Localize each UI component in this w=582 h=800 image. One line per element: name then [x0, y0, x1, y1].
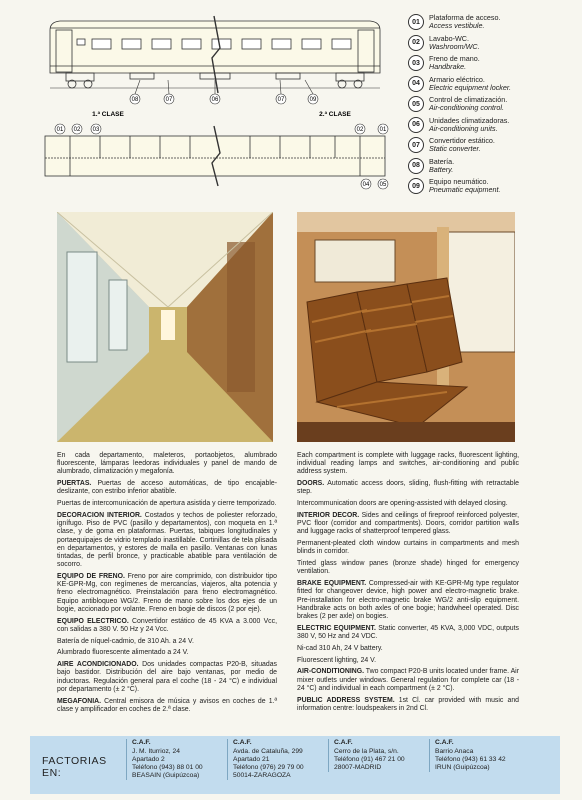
section-heading: AIRE ACONDICIONADO. — [57, 661, 139, 669]
english-brake — [297, 580, 519, 621]
legend-en: Washroom/WC. — [429, 41, 480, 51]
section-heading: BRAKE EQUIPMENT. — [297, 580, 367, 588]
legend — [408, 14, 578, 199]
plan-callout-label: 02 — [356, 127, 364, 133]
section-body: Static converter, 45 KVA, 3,000 VDC, outputs 380 V, 50 Hz and 24 VDC. — [297, 624, 519, 641]
section-body: Puertas de acceso automáticas, de tipo encajable-deslizante, con estribo inferior abatible. — [57, 480, 277, 496]
legend-es: Plataforma de acceso. — [429, 13, 501, 22]
legend-item — [408, 55, 578, 72]
section-body: Sides and ceilings of fireproof reinforced polyester, PVC floor (corridor and compartments). Doors, corridor partition walls and luggage racks of shatterproof tempered glass. — [297, 512, 519, 536]
spanish-aire — [57, 661, 277, 694]
legend-es: Armario eléctrico. — [429, 74, 485, 84]
section-body: 1st Cl. car provided with music and information centre: loudspeakers in 2nd Cl. — [297, 696, 519, 712]
spanish-mega — [57, 698, 277, 714]
section-body: Central emisora de música y avisos en coches de 1.ª clase y amplificador en coches de 2.ª clase. — [57, 697, 277, 713]
spanish-elec-3: Alumbrado fluorescente alimentado a 24 V. — [57, 649, 189, 657]
side-callout-label: 07 — [277, 97, 285, 103]
english-specs — [297, 452, 519, 717]
english-elec-2: Ni-cad 310 Ah, 24 V battery. — [297, 644, 383, 652]
legend-number: 01 — [408, 14, 424, 30]
factory-name: C.A.F. — [233, 739, 252, 746]
legend-item — [408, 178, 578, 195]
factory-address — [126, 739, 223, 780]
section-body: Freno por aire comprimido, con distribuidor tipo KE-GPR-Mg, con regímenes de mercancías, viajeros, alta potencia y freno electromagnético. Preinstalación para freno electromagnético. Equipo antibloqueo WG/2. Freno de mano sobre los dos ejes de un bogie, accionado por volante. Freno en bogie de discos (2 por eje). — [57, 573, 277, 613]
factory-line: Teléfono (943) 88 01 00 — [132, 764, 203, 771]
factories-footer — [30, 736, 560, 794]
legend-es: Equipo neumático. — [429, 177, 489, 186]
factory-name: C.A.F. — [132, 739, 151, 746]
factory-line: Cerro de la Plata, s/n. — [334, 748, 399, 755]
legend-en: Pneumatic equipment. — [429, 185, 501, 195]
factory-line: 28007-MADRID — [334, 764, 382, 771]
legend-number: 05 — [408, 96, 424, 112]
english-elec-3: Fluorescent lighting, 24 V. — [297, 656, 377, 664]
factory-line: IRUN (Guipúzcoa) — [435, 764, 490, 771]
section-heading: EQUIPO DE FRENO. — [57, 573, 125, 581]
factory-line: Avda. de Cataluña, 299 — [233, 748, 303, 755]
plan-callout-label: 04 — [362, 182, 370, 188]
section-body: Convertidor estático de 45 KVA a 3.000 Vcc, con salidas a 380 V. 50 Hz y 24 Vcc. — [57, 617, 277, 633]
english-air — [297, 668, 519, 693]
legend-item — [408, 14, 578, 31]
legend-item — [408, 76, 578, 93]
legend-es: Unidades climatizadoras. — [429, 115, 510, 125]
side-callout-label: 09 — [309, 97, 317, 103]
plan-callout-label: 02 — [73, 127, 81, 133]
legend-number: 09 — [408, 178, 424, 194]
section-body: Automatic access doors, sliding, flush-fitting with retractable step. — [297, 480, 519, 496]
factory-name: C.A.F. — [435, 739, 454, 746]
spanish-specs — [57, 452, 277, 718]
coach-diagram — [30, 8, 400, 198]
section-heading: PUBLIC ADDRESS SYSTEM. — [297, 696, 395, 704]
factory-name: C.A.F. — [334, 739, 353, 746]
section-heading: ELECTRIC EQUIPMENT. — [297, 624, 376, 632]
factory-line: Barrio Anaca — [435, 748, 474, 755]
legend-number: 06 — [408, 117, 424, 133]
floor-plan — [45, 126, 385, 186]
side-callout-label: 08 — [131, 97, 139, 103]
spanish-puertas-2: Puertas de intercomunicación de apertura asistida y cierre temporizado. — [57, 500, 277, 508]
legend-item — [408, 96, 578, 113]
factory-line: Teléfono (976) 29 79 00 — [233, 764, 304, 771]
side-callout-label: 07 — [165, 97, 173, 103]
english-elec — [297, 625, 519, 641]
factory-line: Teléfono (91) 467 21 00 — [334, 756, 405, 763]
legend-number: 04 — [408, 76, 424, 92]
legend-es: Freno de mano. — [429, 54, 480, 63]
legend-en: Battery. — [429, 164, 454, 174]
section-heading: PUERTAS. — [57, 480, 92, 488]
spanish-freno — [57, 573, 277, 614]
factory-line: Apartado 21 — [233, 756, 270, 763]
plan-callout-label: 01 — [56, 127, 64, 133]
english-decor — [297, 512, 519, 537]
section-heading: INTERIOR DECOR. — [297, 512, 360, 519]
factory-address — [227, 739, 324, 780]
english-intro: Each compartment is complete with luggage racks, fluorescent lighting, individual reading lamps and switches, air-conditioning and public address system. — [297, 452, 519, 476]
section-body: Costados y techos de poliester reforzado, ignífugo. Piso de PVC (pasillo y departamentos), con moqueta en 1.ª clase, y de goma en plataformas. Puertas, tabiques longitudinales y portaequipajes de vidrio templado inastillable. Cortinillas de tela plisada en departamentos, y estores de malla en pasillo. Ventanas con lunas tintadas, de perfil bronce, y practicable abatible para ventilación de socorro. — [57, 512, 277, 569]
section-body: Dos unidades compactas P20-B, situadas bajo bastidor. Distribución del aire bajo ventanas, por medio de inductoras. Regulación general para el coche (18 - 24 °C) e individual por departamento (± 2 °C). — [57, 661, 277, 693]
factory-line: J. M. Iturrioz, 24 — [132, 748, 180, 755]
legend-number: 02 — [408, 35, 424, 51]
legend-number: 08 — [408, 158, 424, 174]
legend-item — [408, 117, 578, 134]
section-heading: AIR-CONDITIONING. — [297, 668, 364, 676]
plan-callout-label: 03 — [92, 127, 100, 133]
spanish-decor — [57, 512, 277, 569]
legend-number: 07 — [408, 137, 424, 153]
legend-en: Handbrake. — [429, 62, 467, 72]
section-heading: EQUIPO ELECTRICO. — [57, 617, 129, 625]
english-doors — [297, 480, 519, 496]
section-heading: DECORACION INTERIOR. — [57, 512, 142, 519]
side-callouts — [130, 80, 318, 104]
plan-callout-label: 05 — [379, 182, 387, 188]
spanish-elec-2: Batería de níquel-cadmio, de 310 Ah. a 24 V. — [57, 637, 194, 645]
legend-es: Batería. — [429, 156, 455, 166]
section-body: Two compact P20-B units located under frame. Air mixer outlets under windows. General regulation for complete car (18 - 24 °C) and individual in each compartment (± 2 °C). — [297, 668, 519, 692]
plan-callout-label: 01 — [379, 127, 387, 133]
english-decor-3: Tinted glass window panes (bronze shade) hinged for emergency ventilation. — [297, 560, 519, 576]
legend-en: Electric equipment locker. — [429, 82, 512, 92]
factory-line: 50014-ZARAGOZA — [233, 772, 291, 779]
legend-es: Lavabo-WC. — [429, 33, 469, 43]
factories-label: FACTORIAS EN: — [42, 755, 107, 779]
english-decor-2: Permanent-pleated cloth window curtains in compartments and mesh blinds in corridor. — [297, 540, 519, 556]
section-body: Compressed-air with KE-GPR-Mg type regulator fitted for changeover device, high power and electro-magnetic brake. Pre-installation for electro-magnetic brake WG/2 anti-slip equipment. Handbrake acts on both axles of one bogie; handwheel operated. Disc brakes (2 per axle) on bogies. — [297, 580, 519, 621]
english-doors-2: Intercommunication doors are opening-assisted with delayed closing. — [297, 500, 508, 508]
factory-line: BEASAIN (Guipúzcoa) — [132, 772, 200, 779]
english-pa — [297, 697, 519, 713]
factory-line: Teléfono (943) 61 33 42 — [435, 756, 506, 763]
section-heading: MEGAFONIA. — [57, 697, 102, 705]
legend-es: Convertidor estático. — [429, 136, 495, 145]
legend-item — [408, 35, 578, 52]
legend-item — [408, 137, 578, 154]
spanish-puertas — [57, 480, 277, 496]
side-callout-label: 06 — [211, 97, 219, 103]
legend-es: Control de climatización. — [429, 95, 508, 104]
legend-en: Air-conditioning units. — [429, 123, 498, 133]
legend-item — [408, 158, 578, 175]
factory-line: Apartado 2 — [132, 756, 165, 763]
legend-en: Access vestibule. — [429, 21, 485, 31]
coach-drawing — [30, 8, 400, 198]
factory-address — [328, 739, 425, 772]
compartment-photo — [297, 212, 515, 442]
section-heading: DOORS. — [297, 480, 325, 488]
legend-en: Static converter. — [429, 144, 481, 154]
factory-address — [429, 739, 539, 772]
spanish-intro: En cada departamento, maleteros, portaobjetos, alumbrado fluorescente, lámparas leedoras individuales y panel de mando de alumbrado, climatización y megafonía. — [57, 452, 277, 476]
legend-en: Air-conditioning control. — [429, 103, 504, 113]
legend-number: 03 — [408, 55, 424, 71]
corridor-photo — [57, 212, 273, 442]
class1-label: 1.ª CLASE — [92, 111, 124, 118]
class2-label: 2.ª CLASE — [319, 111, 351, 118]
spanish-elec — [57, 618, 277, 634]
